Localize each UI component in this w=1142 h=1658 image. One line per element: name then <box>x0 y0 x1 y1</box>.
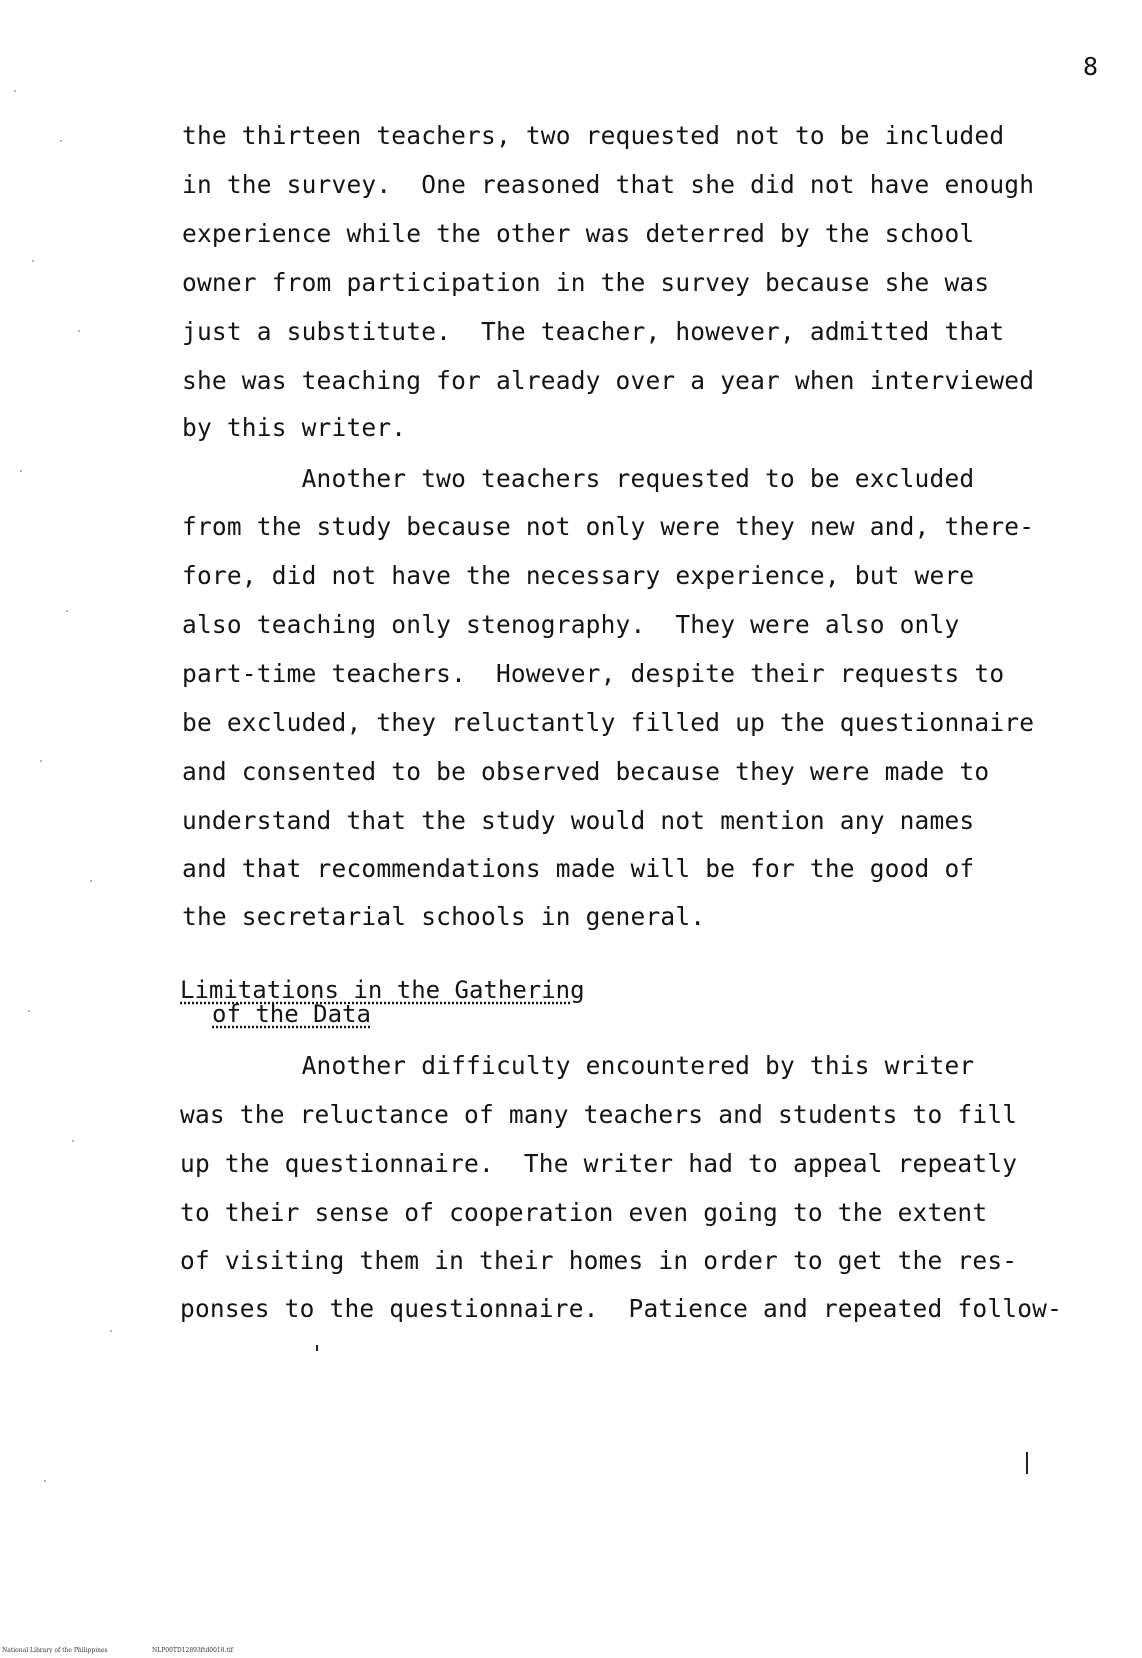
text-line: and consented to be observed because they were made to <box>182 757 990 786</box>
text-line: experience while the other was deterred by the school <box>182 219 975 248</box>
text-line: part-time teachers. However, despite their requests to <box>182 659 1005 688</box>
scan-speck <box>44 1480 46 1482</box>
scan-speck <box>14 90 16 92</box>
text-line: Another difficulty encountered by this writer <box>182 1051 975 1080</box>
text-line: was the reluctance of many teachers and students to fill <box>180 1100 1018 1129</box>
text-line: Another two teachers requested to be excluded <box>182 464 975 493</box>
text-line: be excluded, they reluctantly filled up the questionnaire <box>182 708 1035 737</box>
text-line: and that recommendations made will be for the good of <box>182 854 975 883</box>
text-line: by this writer. <box>182 413 407 442</box>
text-line: owner from participation in the survey because she was <box>182 268 990 297</box>
scan-speck <box>40 760 42 762</box>
scan-speck <box>60 140 62 142</box>
scan-speck <box>28 1010 30 1012</box>
scan-speck <box>66 610 68 612</box>
scan-speck <box>90 880 92 882</box>
text-line: the thirteen teachers, two requested not to be included <box>182 121 1005 150</box>
scan-speck <box>110 1330 112 1332</box>
text-line: fore, did not have the necessary experience, but were <box>182 561 975 590</box>
text-line: up the questionnaire. The writer had to appeal repeatly <box>180 1149 1018 1178</box>
text-line: just a substitute. The teacher, however, admitted that <box>182 317 1005 346</box>
text-line: to their sense of cooperation even going to the extent <box>180 1198 988 1227</box>
scan-speck <box>32 260 34 262</box>
text-line: understand that the study would not mention any names <box>182 806 975 835</box>
text-line: of visiting them in their homes in order to get the res- <box>180 1246 1018 1275</box>
text-line: the secretarial schools in general. <box>182 902 706 931</box>
text-line: she was teaching for already over a year when interviewed <box>182 366 1035 395</box>
page-number: 8 <box>1082 52 1098 81</box>
scan-speck <box>78 330 80 332</box>
text-line: in the survey. One reasoned that she did not have enough <box>182 170 1035 199</box>
footer-library: National Library of the Philippines <box>2 1647 108 1654</box>
footer-file: NLP00TD12893ftd0018.tif <box>152 1647 234 1654</box>
scan-mark <box>316 1345 318 1351</box>
scan-speck <box>72 1140 74 1142</box>
scan-speck <box>20 470 22 472</box>
text-line: also teaching only stenography. They were also only <box>182 610 960 639</box>
section-heading-line-1: Limitations in the Gathering <box>180 976 585 1004</box>
text-line: from the study because not only were they new and, there- <box>182 512 1035 541</box>
scan-mark <box>1026 1452 1028 1474</box>
section-heading-line-2: of the Data <box>212 1000 371 1028</box>
text-line: ponses to the questionnaire. Patience and repeated follow- <box>180 1294 1063 1323</box>
